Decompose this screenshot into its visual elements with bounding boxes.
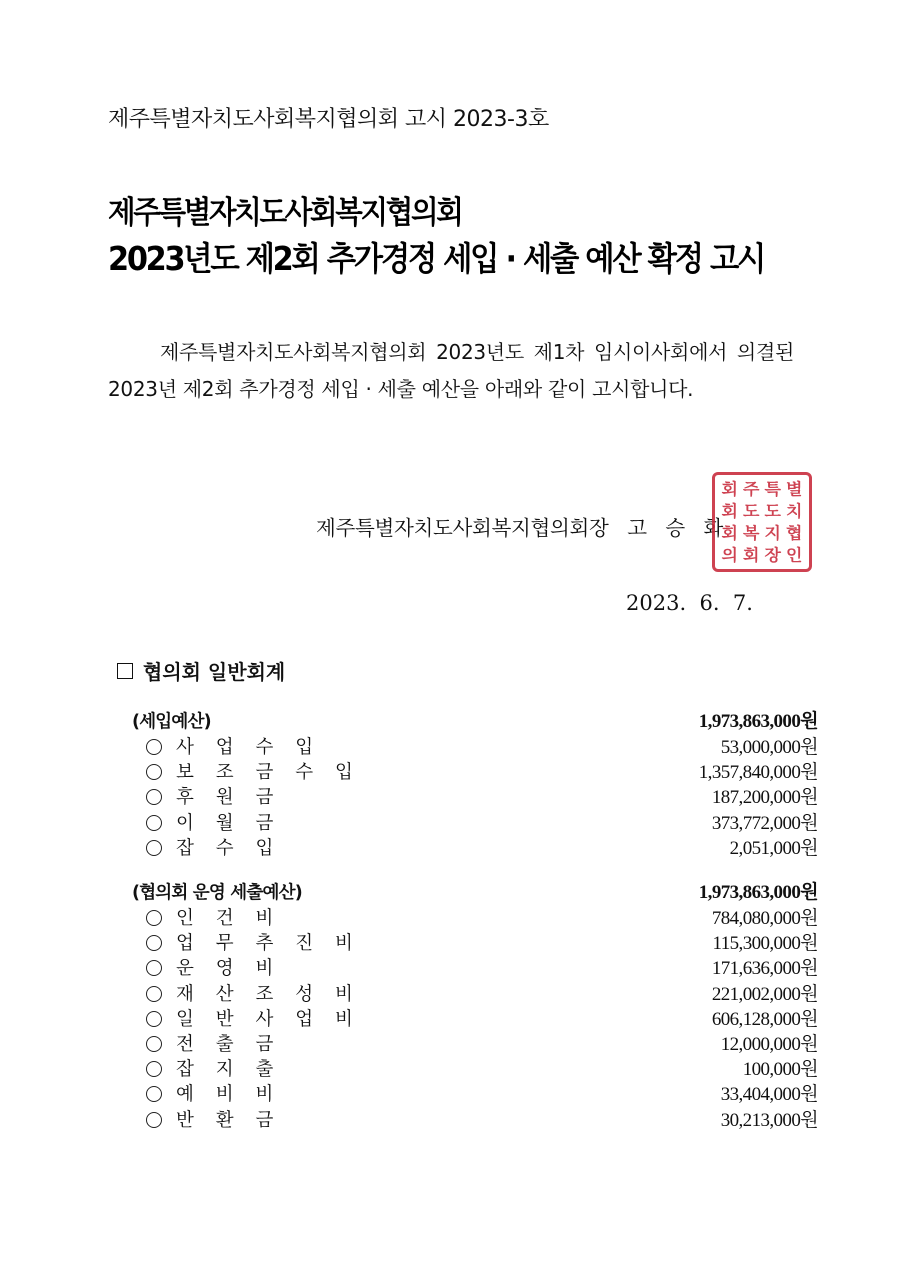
- item-amount: 53,000,000원: [720, 737, 818, 758]
- seal-char: 회: [721, 524, 738, 544]
- list-item: [132, 928, 818, 953]
- circle-bullet-icon: [146, 960, 162, 976]
- item-name: 업 무 추 진 비: [176, 933, 357, 955]
- item-amount: 373,772,000원: [711, 812, 818, 834]
- list-item: [132, 1004, 818, 1029]
- list-item: [132, 1029, 818, 1054]
- circle-bullet-icon: [146, 1011, 162, 1027]
- item-name: 후 원 금: [176, 787, 278, 809]
- item-amount: 30,213,000원: [720, 1109, 818, 1131]
- seal-char: 도: [743, 502, 760, 522]
- item-name: 사 업 수 입: [176, 737, 318, 758]
- list-item: [132, 903, 818, 928]
- notice-date: 2023. 6. 7.: [626, 591, 753, 615]
- list-item: [132, 979, 818, 1004]
- page-title-organization: 제주특별자치도사회복지협의회: [108, 195, 462, 231]
- list-item: [132, 808, 818, 833]
- item-name: 전 출 금: [176, 1033, 278, 1055]
- item-name: 반 환 금: [176, 1109, 278, 1131]
- list-item: [132, 757, 818, 782]
- list-item: [132, 732, 818, 757]
- circle-bullet-icon: [146, 986, 162, 1002]
- list-item: [132, 1054, 818, 1079]
- expenditure-label: (협의회 운영 세출예산): [132, 883, 302, 903]
- notice-number: 제주특별자치도사회복지협의회 고시 2023-3호: [108, 107, 549, 132]
- item-amount: 33,404,000원: [720, 1084, 818, 1106]
- list-item: [132, 782, 818, 807]
- square-bullet-icon: [117, 663, 133, 679]
- circle-bullet-icon: [146, 815, 162, 831]
- list-item: [132, 833, 818, 858]
- item-name: 잡 지 출: [176, 1059, 278, 1081]
- section-heading: [117, 656, 285, 685]
- item-amount: 784,080,000원: [711, 908, 818, 929]
- notice-body: 제주특별자치도사회복지협의회 2023년도 제1차 임시이사회에서 의결된 2023년 제2회 추가경정 세입 · 세출 예산을 아래와 같이 고시합니다.: [108, 340, 794, 401]
- seal-char: 인: [786, 546, 803, 566]
- circle-bullet-icon: [146, 935, 162, 951]
- list-item: [132, 953, 818, 978]
- circle-bullet-icon: [146, 910, 162, 926]
- expenditure-total: 1,973,863,000원: [698, 882, 818, 903]
- item-amount: 12,000,000원: [720, 1033, 818, 1055]
- revenue-total: 1,973,863,000원: [698, 711, 818, 732]
- section-title: 협의회 일반회계: [143, 660, 286, 684]
- seal-char: 의: [721, 546, 738, 566]
- seal-char: 별: [786, 480, 803, 500]
- circle-bullet-icon: [146, 789, 162, 805]
- circle-bullet-icon: [146, 840, 162, 856]
- expenditure-header: [132, 877, 818, 903]
- page-title: 2023년도 제2회 추가경정 세입 · 세출 예산 확정 고시: [108, 239, 765, 278]
- expenditure-budget: [132, 877, 818, 1130]
- item-name: 운 영 비: [176, 958, 278, 980]
- item-amount: 2,051,000원: [729, 837, 818, 859]
- revenue-budget: [132, 706, 818, 858]
- list-item: [132, 1079, 818, 1104]
- circle-bullet-icon: [146, 1036, 162, 1052]
- circle-bullet-icon: [146, 1112, 162, 1128]
- circle-bullet-icon: [146, 764, 162, 780]
- seal-char: 회: [721, 480, 738, 500]
- seal-char: 특: [764, 480, 781, 500]
- list-item: [132, 1105, 818, 1130]
- item-amount: 100,000원: [742, 1059, 818, 1081]
- seal-char: 장: [764, 546, 781, 566]
- item-name: 인 건 비: [176, 908, 278, 929]
- item-amount: 606,128,000원: [711, 1008, 818, 1030]
- revenue-header: [132, 706, 818, 732]
- seal-char: 지: [764, 524, 781, 544]
- seal-char: 회: [743, 546, 760, 566]
- signer-name: 제주특별자치도사회복지협의회장 고 승 화: [316, 516, 724, 540]
- seal-char: 치: [786, 502, 803, 522]
- item-amount: 221,002,000원: [711, 983, 818, 1005]
- item-name: 일 반 사 업 비: [176, 1008, 357, 1030]
- item-name: 잡 수 입: [176, 837, 278, 859]
- seal-char: 복: [743, 524, 760, 544]
- circle-bullet-icon: [146, 739, 162, 755]
- item-amount: 171,636,000원: [711, 958, 818, 980]
- revenue-label: (세입예산): [132, 712, 211, 732]
- official-seal-icon: [712, 472, 812, 572]
- item-amount: 1,357,840,000원: [698, 762, 818, 784]
- seal-char: 협: [786, 524, 803, 544]
- seal-char: 회: [721, 502, 738, 522]
- item-amount: 115,300,000원: [712, 933, 818, 955]
- item-name: 예 비 비: [176, 1084, 278, 1106]
- item-name: 재 산 조 성 비: [176, 983, 357, 1005]
- seal-char: 주: [743, 480, 760, 500]
- circle-bullet-icon: [146, 1086, 162, 1102]
- item-amount: 187,200,000원: [711, 787, 818, 809]
- item-name: 보 조 금 수 입: [176, 762, 357, 784]
- circle-bullet-icon: [146, 1061, 162, 1077]
- seal-char: 도: [764, 502, 781, 522]
- item-name: 이 월 금: [176, 812, 278, 834]
